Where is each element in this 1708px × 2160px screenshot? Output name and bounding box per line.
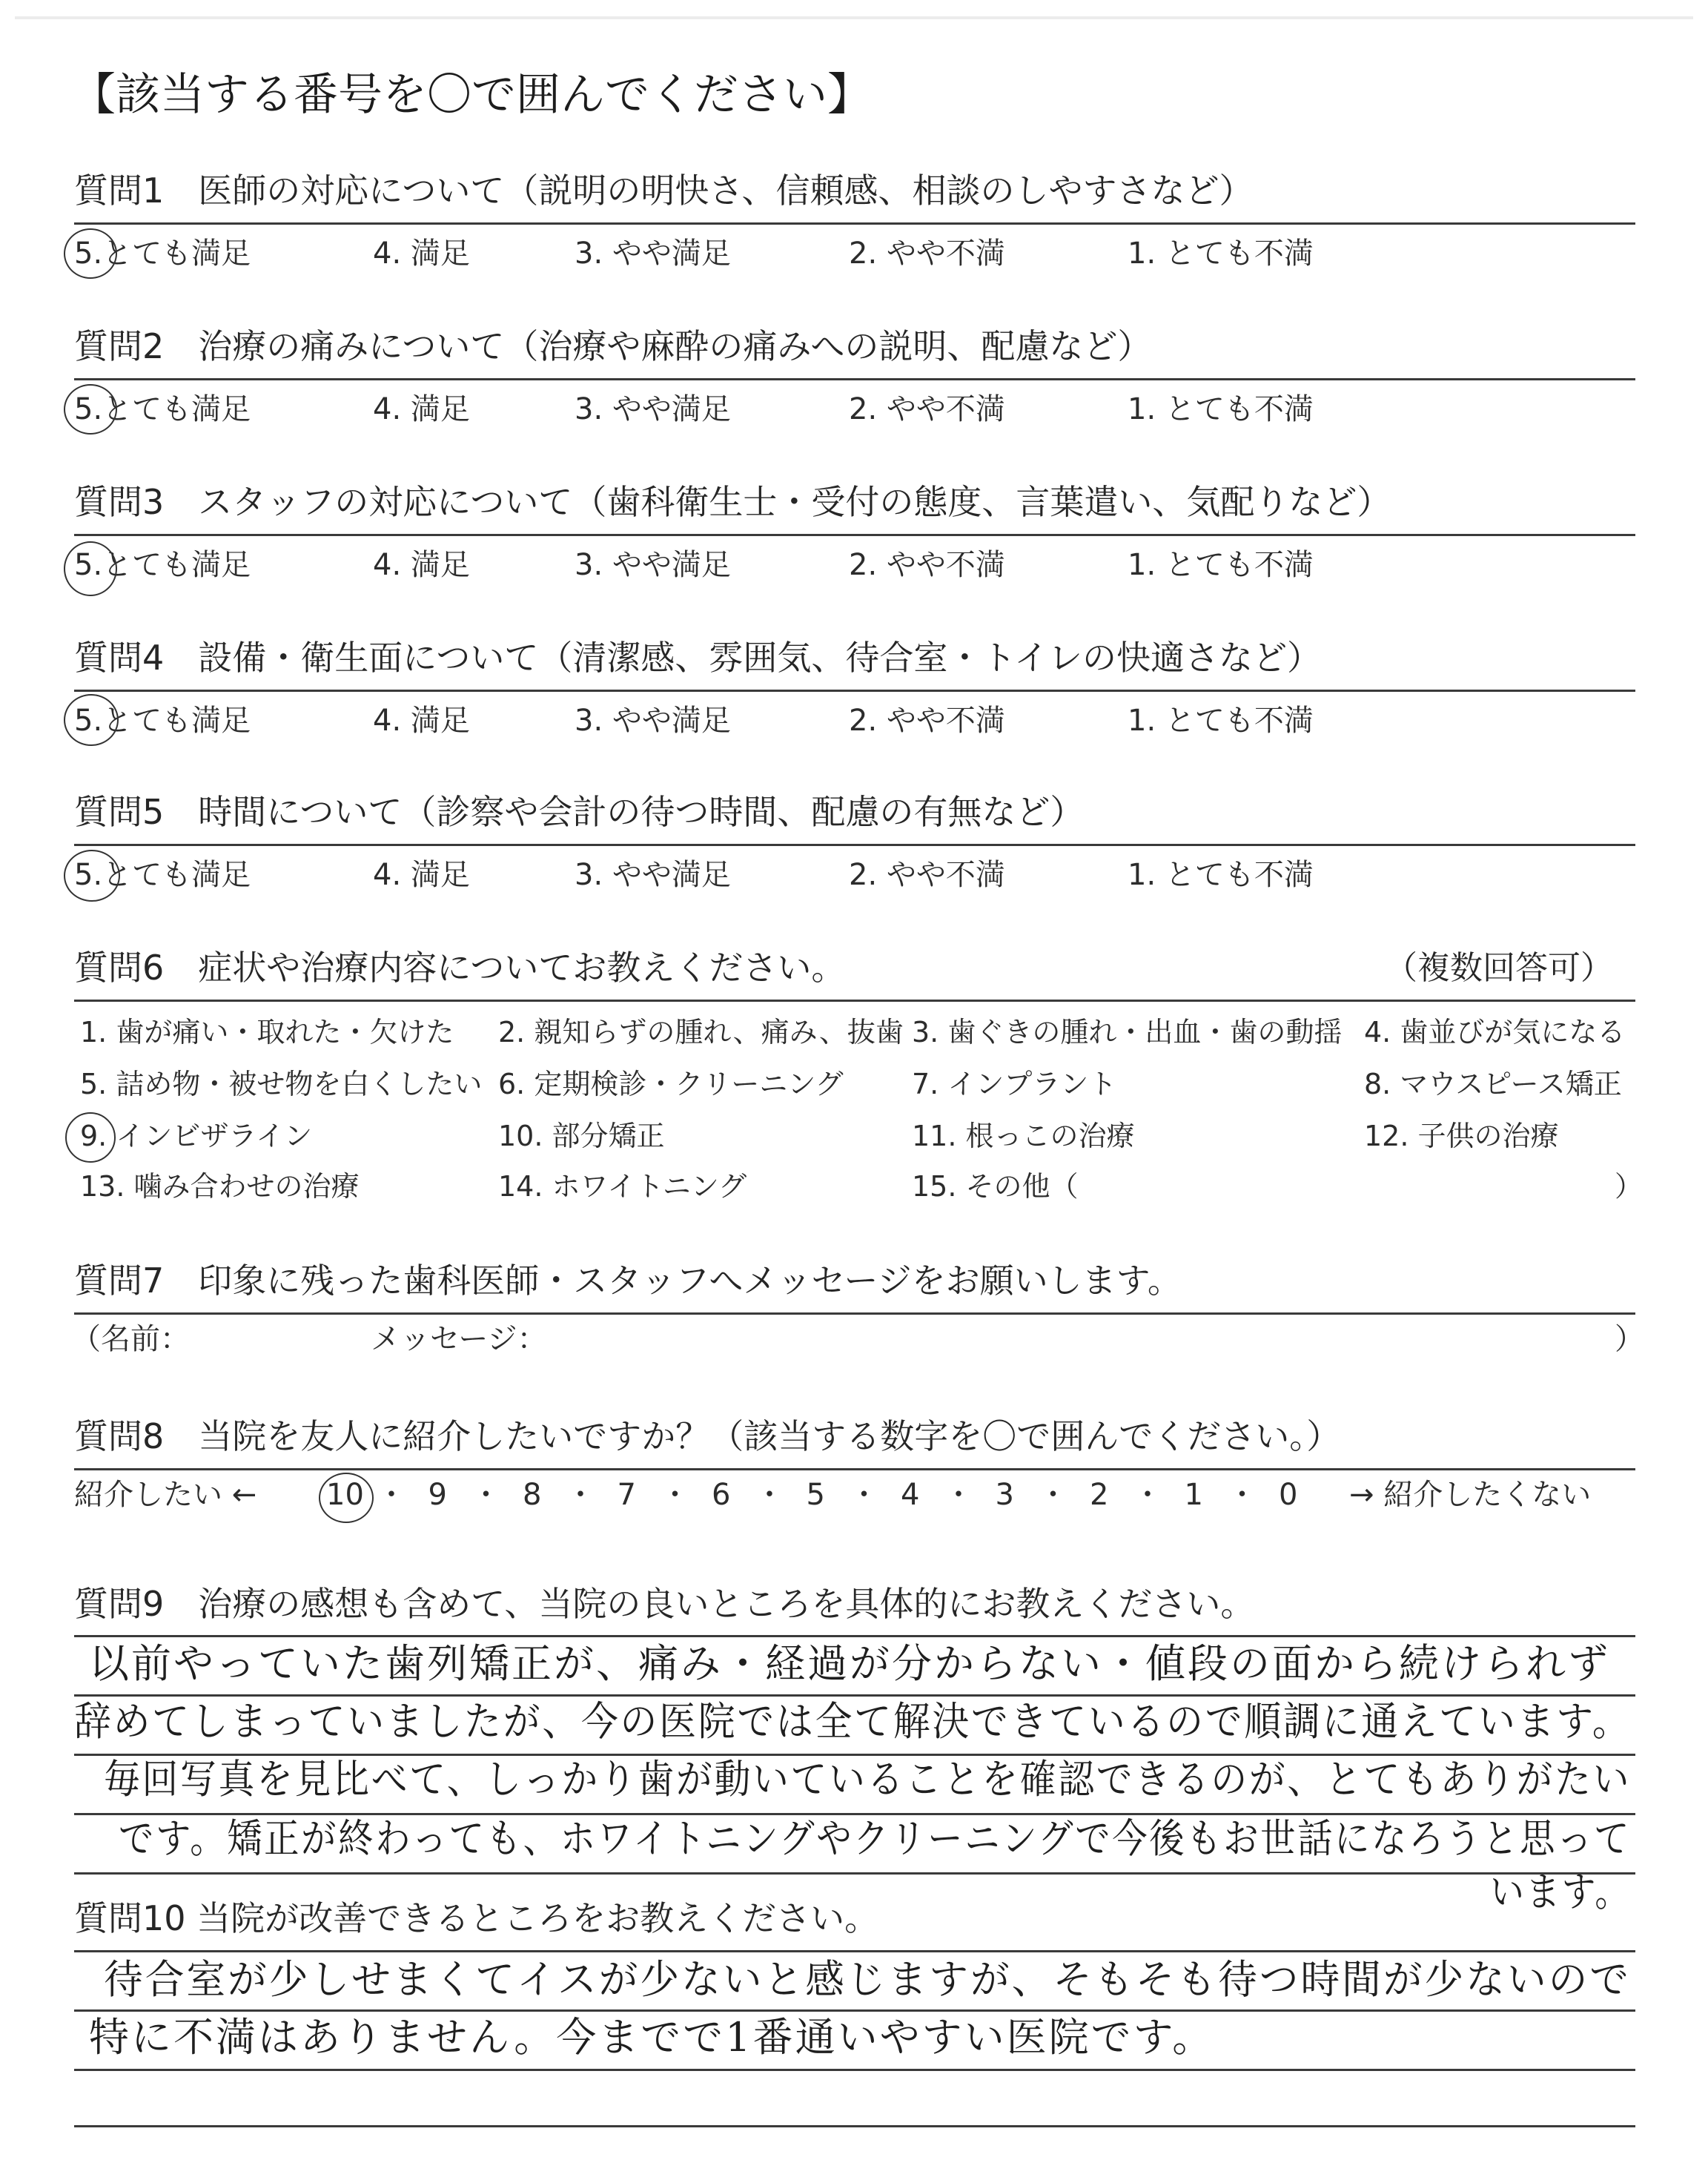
q7-close-paren: ） [1615, 1322, 1644, 1356]
q5-option-3[interactable]: 3. やや満足 [575, 858, 731, 892]
question-8-title: 質問8 当院を友人に紹介したいですか？（該当する数字を〇で囲んでください。） [74, 1416, 1341, 1456]
q5-answer-circle [64, 850, 120, 902]
q8-separator: ・ [1133, 1478, 1162, 1512]
q4-option-4[interactable]: 4. 満足 [373, 704, 470, 738]
question-9-title: 質問9 治療の感想も含めて、当院の良いところを具体的にお教えください。 [74, 1584, 1255, 1624]
writing-line [74, 1872, 1635, 1875]
q8-number-3[interactable]: 3 [995, 1478, 1014, 1512]
q7-message-label: メッセージ： [371, 1322, 547, 1356]
q8-number-6[interactable]: 6 [712, 1478, 731, 1512]
question-2-title: 質問2 治療の痛みについて（治療や麻酔の痛みへの説明、配慮など） [74, 326, 1152, 366]
divider [74, 1468, 1635, 1470]
q6-option-15[interactable]: 15. その他（ [912, 1170, 1079, 1203]
q1-option-3[interactable]: 3. やや満足 [575, 237, 731, 271]
q6-option-12[interactable]: 12. 子供の治療 [1364, 1120, 1559, 1152]
q3-option-3[interactable]: 3. やや満足 [575, 548, 731, 582]
q8-separator: ・ [1038, 1478, 1068, 1512]
q2-option-2[interactable]: 2. やや不満 [849, 392, 1005, 426]
q6-option-6[interactable]: 6. 定期検診・クリーニング [498, 1068, 844, 1100]
q6-other-close-paren: ） [1615, 1170, 1644, 1203]
q6-multiple-note: （複数回答可） [1385, 949, 1613, 987]
q8-right-label: → 紹介したくない [1349, 1478, 1592, 1512]
q4-option-5[interactable]: 5.とても満足 [74, 704, 251, 738]
divider [74, 378, 1635, 380]
q5-option-1[interactable]: 1. とても不満 [1128, 858, 1314, 892]
q4-option-3[interactable]: 3. やや満足 [575, 704, 731, 738]
q6-option-8[interactable]: 8. マウスピース矯正 [1364, 1068, 1622, 1100]
q8-number-4[interactable]: 4 [901, 1478, 920, 1512]
q8-separator: ・ [471, 1478, 501, 1512]
page-top-edge [15, 16, 1693, 19]
q6-option-13[interactable]: 13. 噛み合わせの治療 [80, 1170, 360, 1203]
q6-option-4[interactable]: 4. 歯並びが気になる [1364, 1016, 1626, 1048]
writing-line [74, 2009, 1635, 2012]
q8-separator: ・ [566, 1478, 595, 1512]
q6-option-5[interactable]: 5. 詰め物・被せ物を白くしたい [80, 1068, 483, 1100]
question-3-title: 質問3 スタッフの対応について（歯科衛生士・受付の態度、言葉遣い、気配りなど） [74, 482, 1391, 522]
question-7-title: 質問7 印象に残った歯科医師・スタッフへメッセージをお願いします。 [74, 1261, 1182, 1301]
q4-answer-circle [64, 694, 119, 746]
writing-line [74, 2125, 1635, 2127]
q8-left-label: 紹介したい ← [74, 1478, 257, 1512]
question-6-title: 質問6 症状や治療内容についてお教えください。 [74, 948, 846, 988]
q4-option-1[interactable]: 1. とても不満 [1128, 704, 1314, 738]
question-5-title: 質問5 時間について（診察や会計の待つ時間、配慮の有無など） [74, 792, 1085, 832]
q1-option-5[interactable]: 5.とても満足 [74, 237, 251, 271]
q8-separator: ・ [755, 1478, 784, 1512]
q8-answer-circle [319, 1473, 374, 1523]
divider [74, 1000, 1635, 1002]
q6-option-14[interactable]: 14. ホワイトニング [498, 1170, 747, 1203]
q6-option-10[interactable]: 10. 部分矯正 [498, 1120, 665, 1152]
q8-number-7[interactable]: 7 [617, 1478, 636, 1512]
q3-option-4[interactable]: 4. 満足 [373, 548, 470, 582]
q9-handwritten-line-5: います。 [1490, 1869, 1631, 1915]
q2-option-3[interactable]: 3. やや満足 [575, 392, 731, 426]
question-1-title: 質問1 医師の対応について（説明の明快さ、信頼感、相談のしやすさなど） [74, 171, 1254, 211]
q2-option-5[interactable]: 5.とても満足 [74, 392, 251, 426]
q6-option-7[interactable]: 7. インプラント [912, 1068, 1117, 1100]
question-10-title: 質問10 当院が改善できるところをお教えください。 [74, 1898, 879, 1938]
divider [74, 844, 1635, 846]
writing-line [74, 1694, 1635, 1697]
q8-separator: ・ [944, 1478, 973, 1512]
q8-separator: ・ [377, 1478, 406, 1512]
divider [74, 1950, 1635, 1952]
q8-separator: ・ [1227, 1478, 1257, 1512]
q1-answer-circle [64, 228, 117, 279]
q8-number-0[interactable]: 0 [1279, 1478, 1298, 1512]
q6-option-9[interactable]: 9. インビザライン [80, 1120, 313, 1152]
q8-number-10[interactable]: 10 [326, 1478, 364, 1512]
q6-answer-circle [65, 1112, 116, 1163]
divider [74, 222, 1635, 225]
divider [74, 534, 1635, 536]
q7-name-label: （名前： [71, 1322, 190, 1356]
q6-option-11[interactable]: 11. 根っこの治療 [912, 1120, 1135, 1152]
q4-option-2[interactable]: 2. やや不満 [849, 704, 1005, 738]
q8-number-2[interactable]: 2 [1090, 1478, 1109, 1512]
q1-option-1[interactable]: 1. とても不満 [1128, 237, 1314, 271]
q9-handwritten-line-1: 以前やっていた歯列矯正が、痛み・経過が分からない・値段の面から続けられず [89, 1640, 1610, 1687]
q5-option-5[interactable]: 5.とても満足 [74, 858, 251, 892]
question-4-title: 質問4 設備・衛生面について（清潔感、雰囲気、待合室・トイレの快適さなど） [74, 638, 1322, 678]
divider [74, 1312, 1635, 1315]
form-header: 【該当する番号を〇で囲んでください】 [71, 69, 872, 121]
q5-option-4[interactable]: 4. 満足 [373, 858, 470, 892]
q8-number-8[interactable]: 8 [523, 1478, 542, 1512]
q8-number-9[interactable]: 9 [428, 1478, 447, 1512]
q9-handwritten-line-4: です。矯正が終わっても、ホワイトニングやクリーニングで今後もお世話になろうと思って [119, 1815, 1632, 1862]
q3-option-2[interactable]: 2. やや不満 [849, 548, 1005, 582]
q5-option-2[interactable]: 2. やや不満 [849, 858, 1005, 892]
q6-option-1[interactable]: 1. 歯が痛い・取れた・欠けた [80, 1016, 454, 1048]
writing-line [74, 2069, 1635, 2071]
q1-option-4[interactable]: 4. 満足 [373, 237, 470, 271]
q2-option-1[interactable]: 1. とても不満 [1128, 392, 1314, 426]
q8-number-5[interactable]: 5 [806, 1478, 825, 1512]
q1-option-2[interactable]: 2. やや不満 [849, 237, 1005, 271]
q2-option-4[interactable]: 4. 満足 [373, 392, 470, 426]
divider [74, 690, 1635, 692]
q3-option-1[interactable]: 1. とても不満 [1128, 548, 1314, 582]
q9-handwritten-line-3: 毎回写真を見比べて、しっかり歯が動いていることを確認できるのが、とてもありがたい [104, 1756, 1632, 1803]
q8-separator: ・ [849, 1478, 879, 1512]
q10-handwritten-line-1: 待合室が少しせまくてイスが少ないと感じますが、そもそも待つ時間が少ないので [104, 1956, 1631, 2003]
q8-separator: ・ [660, 1478, 690, 1512]
q3-option-5[interactable]: 5.とても満足 [74, 548, 251, 582]
q6-option-2[interactable]: 2. 親知らずの腫れ、痛み、抜歯 [498, 1016, 904, 1048]
divider [74, 1635, 1635, 1637]
q9-handwritten-line-2: 辞めてしまっていましたが、今の医院では全て解決できているので順調に通えています。 [74, 1698, 1632, 1745]
q8-number-1[interactable]: 1 [1184, 1478, 1203, 1512]
q2-answer-circle [64, 384, 117, 435]
q6-option-3[interactable]: 3. 歯ぐきの腫れ・出血・歯の動揺 [912, 1016, 1343, 1048]
q10-handwritten-line-2: 特に不満はありません。今までで1番通いやすい医院です。 [89, 2014, 1215, 2061]
q3-answer-circle [64, 541, 117, 596]
